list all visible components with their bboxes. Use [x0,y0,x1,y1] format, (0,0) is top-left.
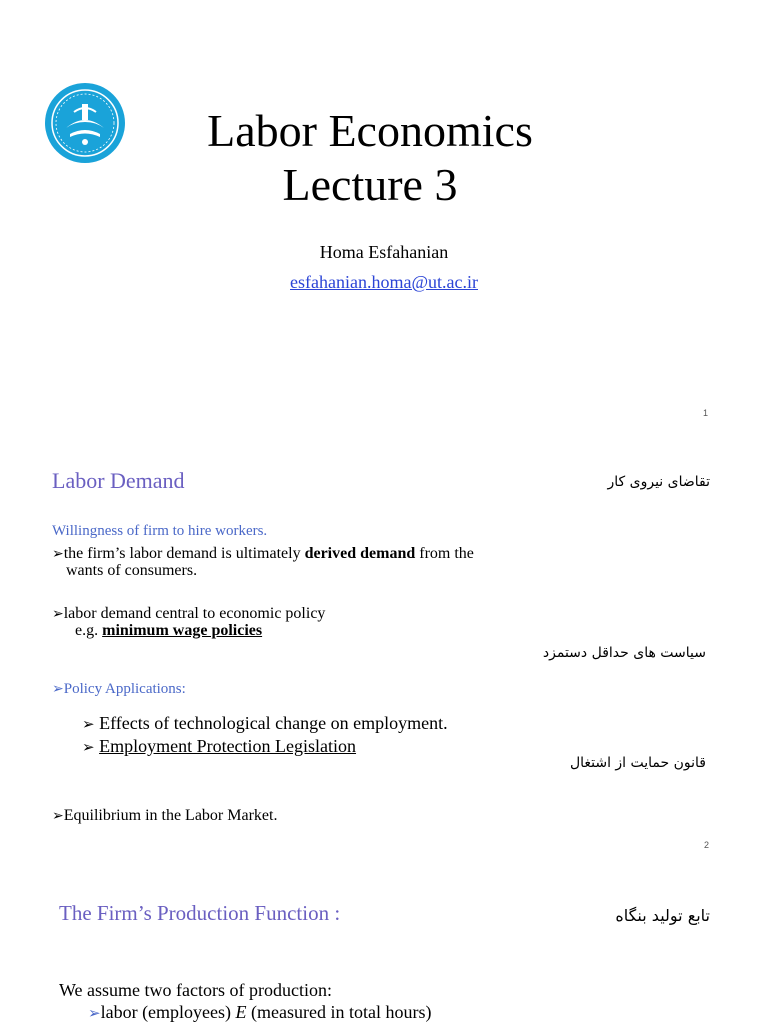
two-factors-text: We assume two factors of production: [59,980,332,1000]
title-line-2: Lecture 3 [282,159,458,210]
page-number-1: 1 [703,408,709,418]
derived-demand-bullet: ➢the firm’s labor demand is ultimately derived demand from the wants of consumers. [52,545,474,579]
policy-applications-heading: ➢Policy Applications: [52,681,186,697]
arrow-bullet-icon: ➢ [52,607,64,622]
arrow-bullet-icon: ➢ [82,740,95,756]
arrow-bullet-icon: ➢ [52,682,64,697]
arrow-bullet-icon: ➢ [52,809,64,824]
epl-fa: قانون حمایت از اشتغال [569,755,706,771]
production-function-heading: The Firm’s Production Function : [59,901,341,925]
arrow-bullet-icon: ➢ [88,1006,101,1022]
arrow-bullet-icon: ➢ [52,547,64,562]
minimum-wage-fa: سیاست های حداقل دستمزد [542,645,706,661]
equilibrium-bullet: ➢Equilibrium in the Labor Market. [52,807,278,824]
author-email-link[interactable]: esfahanian.homa@ut.ac.ir [290,272,478,292]
page-number-2: 2 [704,840,710,850]
economic-policy-bullet: ➢labor demand central to economic policy e.g. minimum wage policies [52,605,326,639]
labor-factor-bullet: ➢labor (employees) E (measured in total hours) [88,1002,432,1022]
policy-applications-list [82,713,448,759]
minimum-wage-policies: minimum wage policies [102,622,263,639]
labor-demand-subtitle: Willingness of firm to hire workers. [52,523,268,539]
arrow-bullet-icon: ➢ [82,717,95,733]
lecture-title [0,104,740,212]
title-line-1: Labor Economics [207,105,533,156]
labor-demand-heading-fa: تقاضای نیروی کار [607,474,710,490]
author-name: Homa Esfahanian [319,242,449,262]
policy-item-epl: ➢ Employment Protection Legislation [82,736,357,756]
labor-demand-heading: Labor Demand [52,468,185,493]
policy-item-technology: ➢ Effects of technological change on employment. [82,713,448,733]
production-function-heading-fa: تابع تولید بنگاه [615,906,710,925]
